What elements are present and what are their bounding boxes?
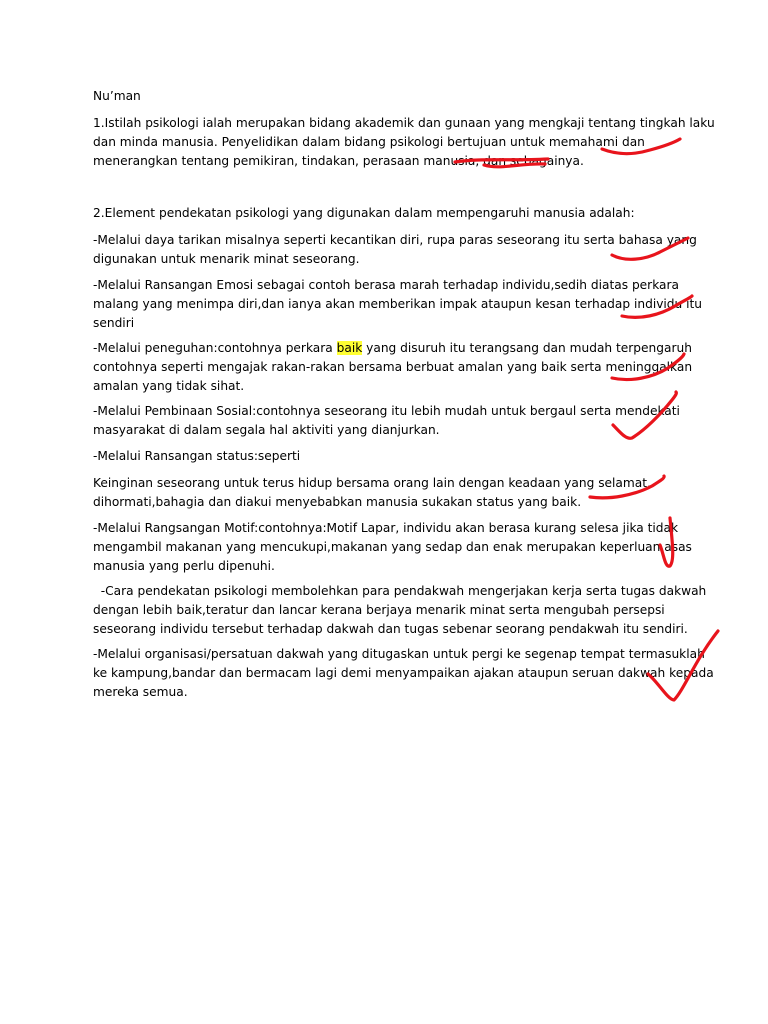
paragraph-line: -Melalui daya tarikan misalnya seperti kecantikan diri, rupa paras seseorang itu serta bahasa yang xyxy=(93,233,697,247)
paragraph-4 xyxy=(93,276,703,333)
paragraph-line: mereka semua. xyxy=(93,685,188,699)
paragraph-line: -Melalui Pembinaan Sosial:contohnya seseorang itu lebih mudah untuk bergaul serta mendekati xyxy=(93,404,680,418)
paragraph-line: dengan lebih baik,teratur dan lancar kerana berjaya menarik minat serta mengubah persepsi xyxy=(93,603,665,617)
paragraph-line: malang yang menimpa diri,dan ianya akan memberikan impak ataupun kesan terhadap individu itu xyxy=(93,297,703,311)
paragraph-5 xyxy=(93,339,693,396)
paragraph-line: dihormati,bahagia dan diakui menyebabkan manusia sukakan status yang baik. xyxy=(93,495,582,509)
paragraph-line: -Melalui organisasi/persatuan dakwah yang ditugaskan untuk pergi ke segenap tempat termasuklah xyxy=(93,647,705,661)
paragraph-7 xyxy=(93,447,693,466)
paragraph-6 xyxy=(93,402,693,440)
paragraph-line: digunakan untuk menarik minat seseorang. xyxy=(93,252,360,266)
paragraph-2 xyxy=(93,204,693,223)
paragraph-3 xyxy=(93,231,697,269)
paragraph-line: sendiri xyxy=(93,316,135,330)
paragraph-line: Keinginan seseorang untuk terus hidup bersama orang lain dengan keadaan yang selamat, xyxy=(93,476,651,490)
paragraph-line: mengambil makanan yang mencukupi,makanan yang sedap dan enak merupakan keperluan asas xyxy=(93,540,692,554)
author-name xyxy=(93,87,693,106)
paragraph-9 xyxy=(93,519,693,576)
paragraph-line: manusia yang perlu dipenuhi. xyxy=(93,559,275,573)
paragraph-line: seseorang individu tersebut terhadap dakwah dan tugas sebenar seorang pendakwah itu sendiri. xyxy=(93,622,688,636)
paragraph-8 xyxy=(93,474,693,512)
paragraph-line: -Cara pendekatan psikologi membolehkan para pendakwah mengerjakan kerja serta tugas dakwah xyxy=(93,584,707,598)
author-text: Nu’man xyxy=(93,89,141,103)
paragraph-line: dan minda manusia. Penyelidikan dalam bidang psikologi bertujuan untuk memahami dan xyxy=(93,135,645,149)
paragraph-1 xyxy=(93,114,715,171)
paragraph-line: 1.Istilah psikologi ialah merupakan bidang akademik dan gunaan yang mengkaji tentang tingkah laku xyxy=(93,116,715,130)
paragraph-line: amalan yang tidak sihat. xyxy=(93,379,245,393)
paragraph-line: ke kampung,bandar dan bermacam lagi demi menyampaikan ajakan ataupun seruan dakwah kepada xyxy=(93,666,714,680)
paragraph-line xyxy=(93,339,693,358)
paragraph-line: -Melalui Ransangan status:seperti xyxy=(93,449,301,463)
text-run: -Melalui peneguhan:contohnya perkara xyxy=(93,341,337,355)
paragraph-line: 2.Element pendekatan psikologi yang digunakan dalam mempengaruhi manusia adalah: xyxy=(93,206,635,220)
highlighted-word: baik xyxy=(336,341,363,355)
paragraph-line: masyarakat di dalam segala hal aktiviti yang dianjurkan. xyxy=(93,423,440,437)
paragraph-11 xyxy=(93,645,714,702)
paragraph-10 xyxy=(93,582,707,639)
paragraph-line: -Melalui Ransangan Emosi sebagai contoh berasa marah terhadap individu,sedih diatas perkara xyxy=(93,278,679,292)
text-run: yang disuruh itu terangsang dan mudah terpengaruh xyxy=(362,341,692,355)
paragraph-line: contohnya seperti mengajak rakan-rakan bersama berbuat amalan yang baik serta meninggalkan xyxy=(93,360,693,374)
paragraph-line: menerangkan tentang pemikiran, tindakan, perasaan manusia, dan sebagainya. xyxy=(93,154,584,168)
paragraph-line: -Melalui Rangsangan Motif:contohnya:Motif Lapar, individu akan berasa kurang selesa jika tidak xyxy=(93,521,679,535)
